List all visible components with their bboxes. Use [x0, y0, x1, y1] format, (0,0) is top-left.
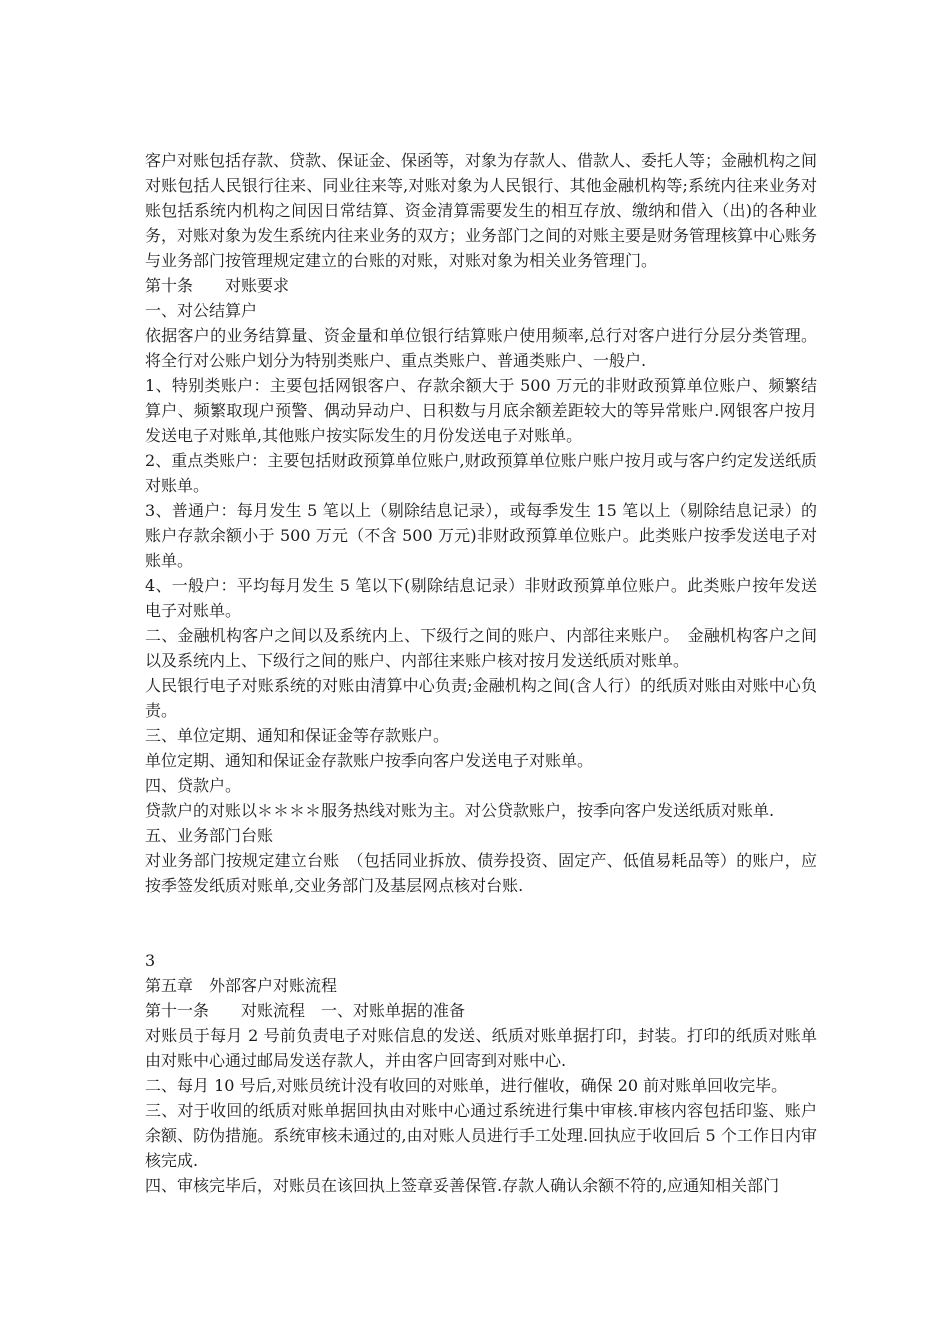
paragraph: 依据客户的业务结算量、资金量和单位银行结算账户使用频率,总行对客户进行分层分类管理。将全行对公账户划分为特别类账户、重点类账户、普通类账户、一般户.: [145, 326, 817, 370]
spacer: [145, 898, 817, 948]
paragraph: 3、普通户：每月发生 5 笔以上（剔除结息记录），或每季发生 15 笔以上（剔除结息记录）的账户存款余额小于 500 万元（不含 500 万元)非财政预算单位账户。此类账户按季发送电子对账单。: [145, 501, 817, 570]
paragraph: 2、重点类账户：主要包括财政预算单位账户,财政预算单位账户账户按月或与客户约定发送纸质对账单。: [145, 451, 817, 495]
paragraph: 对账员于每月 2 号前负责电子对账信息的发送、纸质对账单据打印，封装。打印的纸质对账单由对账中心通过邮局发送存款人，并由客户回寄到对账中心.: [145, 1026, 817, 1070]
article-heading: 第十一条 对账流程 一、对账单据的准备: [145, 1001, 466, 1020]
paragraph: 二、金融机构客户之间以及系统内上、下级行之间的账户、内部往来账户。 金融机构客户之间以及系统内上、下级行之间的账户、内部往来账户核对按月发送纸质对账单。: [145, 626, 817, 670]
paragraph: 二、每月 10 号后,对账员统计没有收回的对账单，进行催收，确保 20 前对账单回收完毕。: [145, 1076, 788, 1095]
paragraph: 贷款户的对账以＊＊＊＊服务热线对账为主。对公贷款账户，按季向客户发送纸质对账单.: [145, 801, 775, 820]
document-body: [145, 148, 817, 1198]
paragraph: 四、审核完毕后，对账员在该回执上签章妥善保管.存款人确认余额不符的,应通知相关部门: [145, 1176, 780, 1195]
paragraph: 4、一般户：平均每月发生 5 笔以下(剔除结息记录）非财政预算单位账户。此类账户按年发送电子对账单。: [145, 576, 817, 620]
paragraph: 单位定期、通知和保证金存款账户按季向客户发送电子对账单。: [145, 751, 594, 770]
paragraph: 三、对于收回的纸质对账单据回执由对账中心通过系统进行集中审核.审核内容包括印鉴、账户余额、防伪措施。系统审核未通过的,由对账人员进行手工处理.回执应于收回后 5 个工作日内审核完成.: [145, 1101, 817, 1170]
paragraph: 人民银行电子对账系统的对账由清算中心负责;金融机构之间(含人行）的纸质对账由对账中心负责。: [145, 676, 817, 720]
section-heading: 一、对公结算户: [145, 301, 258, 320]
page-number: 3: [145, 951, 156, 970]
section-heading: 五、业务部门台账: [145, 826, 274, 845]
section-heading: 四、贷款户。: [145, 776, 242, 795]
section-heading: 三、单位定期、通知和保证金等存款账户。: [145, 726, 450, 745]
paragraph: 1、特别类账户：主要包括网银客户、存款余额大于 500 万元的非财政预算单位账户、频繁结算户、频繁取现户预警、偶动异动户、日积数与月底余额差距较大的等异常账户.网银客户按月发送电子对账单,其他账户按实际发生的月份发送电子对账单。: [145, 376, 817, 445]
article-heading: 第十条 对账要求: [145, 276, 290, 295]
chapter-heading: 第五章 外部客户对账流程: [145, 976, 338, 995]
paragraph: 对业务部门按规定建立台账 （包括同业拆放、债券投资、固定产、低值易耗品等）的账户，应按季签发纸质对账单,交业务部门及基层网点核对台账.: [145, 851, 817, 895]
paragraph: 客户对账包括存款、贷款、保证金、保函等，对象为存款人、借款人、委托人等；金融机构之间对账包括人民银行往来、同业往来等,对账对象为人民银行、其他金融机构等;系统内往来业务对账包括系统内机构之间因日常结算、资金清算需要发生的相互存放、缴纳和借入（出)的各种业务，对账对象为发生系统内往来业务的双方；业务部门之间的对账主要是财务管理核算中心账务与业务部门按管理规定建立的台账的对账，对账对象为相关业务管理门。: [145, 151, 818, 270]
